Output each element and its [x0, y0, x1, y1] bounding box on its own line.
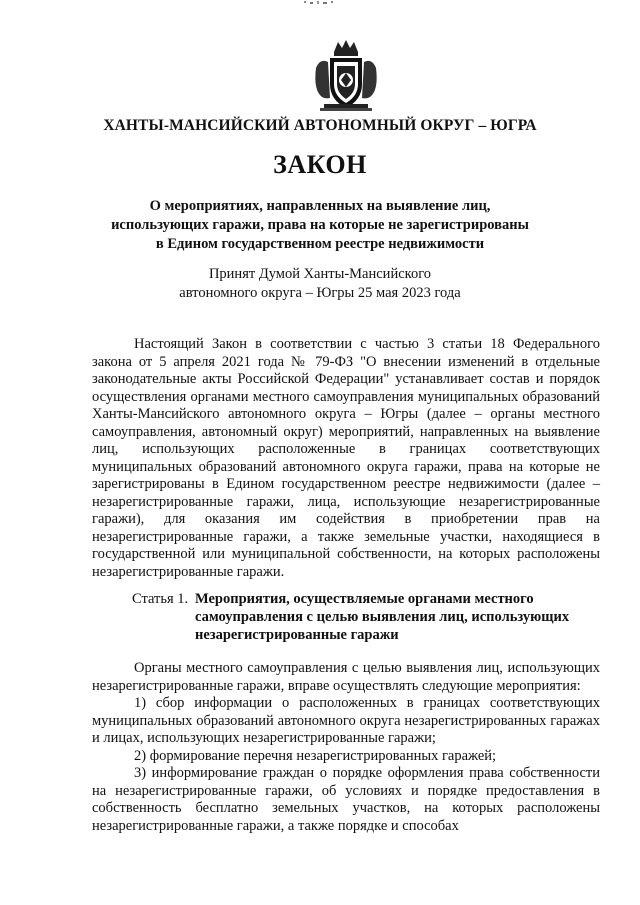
article-heading — [92, 590, 600, 644]
adoption-line: автономного округа – Югры 25 мая 2023 года — [179, 285, 461, 301]
scan-artifact — [300, 0, 340, 6]
law-title — [100, 197, 540, 254]
article-number: Статья 1. — [132, 591, 189, 607]
region-heading: ХАНТЫ-МАНСИЙСКИЙ АВТОНОМНЫЙ ОКРУГ – ЮГРА — [103, 117, 537, 134]
article-list-item: 2) формирование перечня незарегистрированных гаражей; — [134, 747, 497, 764]
adoption-line: Принят Думой Ханты-Мансийского — [208, 266, 432, 282]
article-intro-paragraph: Органы местного самоуправления с целью выявления лиц, использующих незарегистрированные гаражи, вправе осуществлять следующие мероприятия: — [92, 660, 600, 694]
article-body — [92, 660, 600, 835]
adoption-note — [100, 265, 540, 303]
article-list-item: 3) информирование граждан о порядке оформления права собственности на незарегистрированные гаражи, об условиях и порядке предоставления в собственность бесплатно земельных участков, на которых расположены незарегистрированные гаражи, а также порядке и способах — [92, 765, 600, 834]
article-list-item: 1) сбор информации о расположенных в границах соответствующих муниципальных образований автономного округа незарегистрированных гаражах и лицах, использующих незарегистрированные гаражи; — [92, 695, 600, 746]
law-title-line: О мероприятиях, направленных на выявление лиц, — [149, 198, 491, 214]
law-title-line: использующих гаражи, права на которые не зарегистрированы — [111, 217, 529, 233]
coat-of-arms-icon — [310, 38, 382, 114]
preamble-section — [92, 336, 600, 581]
law-title-line: в Едином государственном реестре недвижимости — [155, 236, 485, 252]
document-type-heading: ЗАКОН — [273, 150, 367, 179]
article-title: Мероприятия, осуществляемые органами местного самоуправления с целью выявления лиц, использующих незарегистрированные гаражи — [195, 591, 570, 643]
preamble-paragraph: Настоящий Закон в соответствии с частью 3 статьи 18 Федерального закона от 5 апреля 2021 года № 79-ФЗ "О внесении изменений в отдельные законодательные акты Российской Федерации" устанавливает состав и порядок осуществления органами местного самоуправления муниципальных образований Ханты-Мансийского автономного округа – Югры (далее – органы местного самоуправления, автономный округ) мероприятий, направленных на выявление лиц, использующих расположенные в границах соответствующих муниципальных образований автономного округа гаражи, права на которые не зарегистрированы в Едином государственном реестре недвижимости (далее – незарегистрированные гаражи, лица, использующие незарегистрированные гаражи), для оказания им содействия в приобретении прав на незарегистрированные гаражи, а также земельные участки, находящиеся в государственной или муниципальной собственности, на которых расположены незарегистрированные гаражи. — [92, 336, 600, 580]
